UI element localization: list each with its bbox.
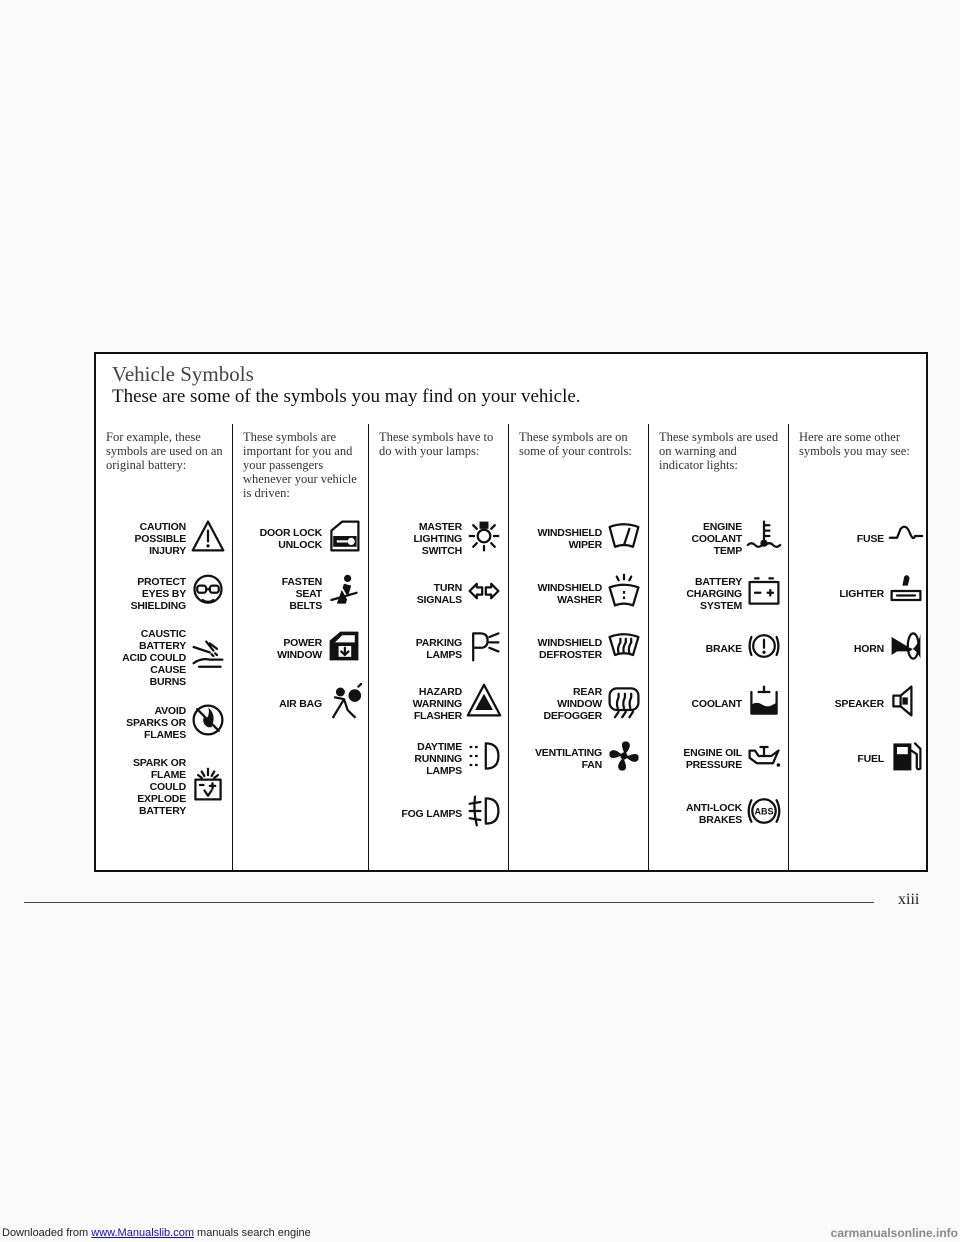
symbol-column-4 [508,424,648,870]
symbol-label: HAZARD WARNING FLASHER [412,685,462,722]
column-intro: For example, these symbols are used on an original battery: [106,430,223,472]
symbol-item [243,573,362,614]
symbol-label: ENGINE COOLANT TEMP [691,520,742,557]
svg-text:ABS: ABS [754,806,774,817]
symbol-label: FUEL [857,752,884,765]
section-subtitle: These are some of the symbols you may find on your vehicle. [112,386,581,407]
symbol-item [243,628,362,669]
symbol-item [659,793,782,834]
symbol-item [799,628,924,669]
no-flame-icon [190,702,226,743]
parking-lamps-icon [466,628,502,669]
source-bar [0,1226,960,1242]
symbol-label: TURN SIGNALS [416,581,462,606]
column-intro: Here are some other symbols you may see: [799,430,910,458]
symbol-item [379,738,502,779]
symbol-label: AVOID SPARKS OR FLAMES [126,704,186,741]
daytime-running-lamps-icon [466,738,502,779]
symbol-label: PROTECT EYES BY SHIELDING [130,575,186,612]
symbol-item [799,518,924,559]
turn-signal-arrows-icon [466,573,502,614]
air-bag-icon [326,683,362,724]
symbol-item [799,683,924,724]
symbol-item [379,793,502,834]
fog-lamps-icon [466,793,502,834]
symbol-column-2 [232,424,368,870]
symbol-item [519,683,642,724]
symbol-label: BRAKE [705,642,742,655]
symbol-label: ANTI-LOCK BRAKES [686,801,742,826]
vehicle-symbols-box [94,352,928,872]
symbol-item [106,573,226,614]
symbol-list [799,518,924,793]
symbol-list [519,518,642,793]
speaker-icon [888,683,924,724]
symbol-label: FOG LAMPS [401,807,462,820]
symbol-label: CAUTION POSSIBLE INJURY [134,520,186,557]
symbol-item [659,518,782,559]
symbol-label: WINDSHIELD WASHER [537,581,602,606]
symbol-item [379,628,502,669]
coolant-temp-icon [746,518,782,559]
symbol-label: MASTER LIGHTING SWITCH [413,520,462,557]
windshield-defroster-icon [606,628,642,669]
rear-defogger-icon [606,683,642,724]
symbol-item [519,628,642,669]
symbol-label: VENTILATING FAN [534,746,602,771]
symbol-item [106,628,226,688]
section-title: Vehicle Symbols [112,362,254,386]
power-window-icon [326,628,362,669]
symbol-list [379,518,502,848]
symbol-label: SPARK OR FLAME COULD EXPLODE BATTERY [132,757,186,817]
symbol-columns [96,424,926,870]
symbol-item [799,573,924,614]
door-lock-icon [326,518,362,559]
symbol-label: REAR WINDOW DEFOGGER [543,685,602,722]
symbol-item [243,518,362,559]
symbol-item [659,628,782,669]
symbol-item [379,683,502,724]
warning-triangle-icon [190,518,226,559]
symbol-column-3 [368,424,508,870]
seat-belt-icon [326,573,362,614]
windshield-wiper-icon [606,518,642,559]
symbol-label: WINDSHIELD DEFROSTER [537,636,602,661]
symbol-list [106,518,226,831]
column-intro: These symbols have to do with your lamps: [379,430,494,458]
symbol-label: COOLANT [691,697,742,710]
windshield-washer-icon [606,573,642,614]
symbol-label: CAUSTIC BATTERY ACID COULD CAUSE BURNS [122,628,186,688]
symbol-list [243,518,362,738]
battery-explode-icon [190,767,226,808]
symbol-label: HORN [853,642,884,655]
manualslib-link[interactable]: www.Manualslib.com [91,1227,194,1239]
symbol-label: LIGHTER [839,587,884,600]
watermark: carmanualsonline.info [830,1226,958,1240]
symbol-item [659,573,782,614]
symbol-column-6 [788,424,930,870]
source-text: Downloaded from www.Manualslib.com manuals search engine [2,1227,311,1239]
symbol-label: ENGINE OIL PRESSURE [683,746,742,771]
symbol-item [243,683,362,724]
fan-icon [606,738,642,779]
symbol-label: BATTERY CHARGING SYSTEM [686,575,742,612]
symbol-label: POWER WINDOW [277,636,322,661]
hazard-triangle-icon [466,683,502,724]
symbol-item [519,738,642,779]
column-intro: These symbols are important for you and your passengers whenever your vehicle is driven: [243,430,357,500]
symbol-label: DAYTIME RUNNING LAMPS [414,740,462,777]
lighter-icon [888,573,924,614]
symbol-item [106,757,226,817]
symbol-label: AIR BAG [279,697,322,710]
face-goggles-icon [190,573,226,614]
symbol-item [106,702,226,743]
coolant-level-icon [746,683,782,724]
symbol-list [659,518,782,848]
acid-burn-hand-icon [190,638,226,679]
brake-warning-icon [746,628,782,669]
symbol-label: FUSE [856,532,884,545]
symbol-column-1 [96,424,232,870]
symbol-label: DOOR LOCK UNLOCK [259,526,322,551]
column-intro: These symbols are used on warning and indicator lights: [659,430,779,472]
symbol-item [106,518,226,559]
horn-icon [888,628,924,669]
symbol-item [379,573,502,614]
symbol-item [799,738,924,779]
symbol-item [519,518,642,559]
symbol-item [659,683,782,724]
page-number: xiii [898,891,920,908]
footer-rule [24,902,874,903]
symbol-label: PARKING LAMPS [415,636,462,661]
column-intro: These symbols are on some of your controls: [519,430,632,458]
symbol-item [379,518,502,559]
symbol-item [519,573,642,614]
symbol-label: SPEAKER [834,697,884,710]
symbol-item [659,738,782,779]
abs-icon [746,793,782,834]
master-lighting-icon [466,518,502,559]
oil-can-icon [746,738,782,779]
symbol-column-5 [648,424,788,870]
fuse-icon [888,518,924,559]
battery-charging-icon [746,573,782,614]
symbol-label: WINDSHIELD WIPER [537,526,602,551]
fuel-pump-icon [888,738,924,779]
symbol-label: FASTEN SEAT BELTS [281,575,322,612]
